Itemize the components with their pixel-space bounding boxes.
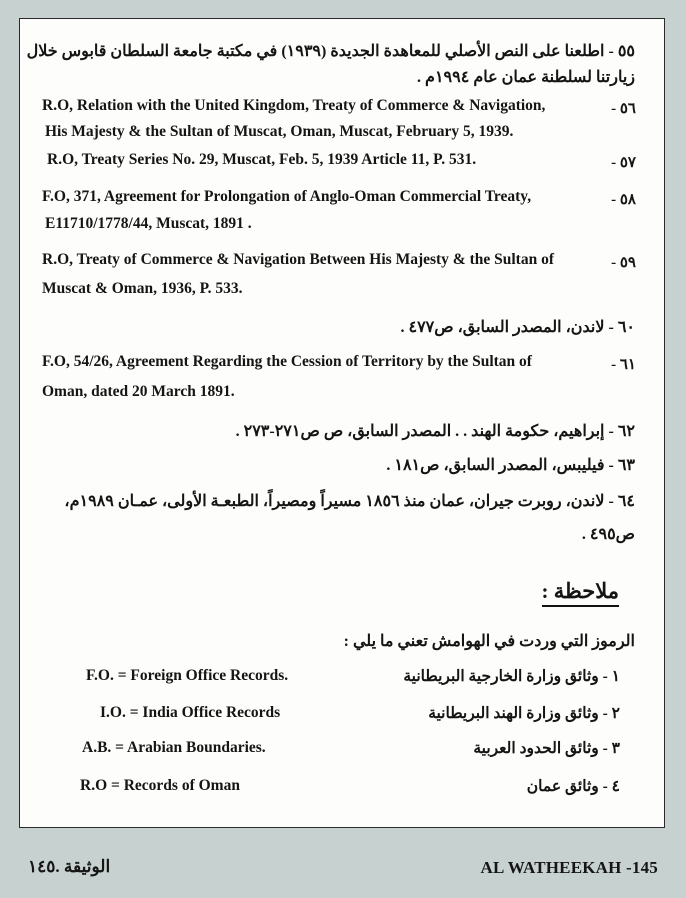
note-55-line1: ٥٥ - اطلعنا على النص الأصلي للمعاهدة الجديدة (١٩٣٩) في مكتبة جامعة السلطان قابوس خلال	[26, 43, 635, 60]
note-57-line1: R.O, Treaty Series No. 29, Muscat, Feb. 5, 1939 Article 11, P. 531.	[47, 151, 477, 168]
remark-intro: الرموز التي وردت في الهوامش تعني ما يلي :	[343, 633, 635, 650]
note-59-number: ٥٩ -	[611, 255, 636, 271]
legend-item-2-en: I.O. = India Office Records	[100, 704, 281, 721]
legend-item-2-ar: ٢ - وثائق وزارة الهند البريطانية	[428, 705, 620, 722]
note-56-line1: R.O, Relation with the United Kingdom, Treaty of Commerce & Navigation,	[42, 97, 546, 114]
legend-item-4-en: R.O = Records of Oman	[80, 777, 240, 794]
legend-item-3-en: A.B. = Arabian Boundaries.	[82, 739, 266, 756]
document-page	[19, 18, 665, 828]
legend-item-1-ar: ١ - وثائق وزارة الخارجية البريطانية	[403, 668, 620, 685]
note-58-line2: E11710/1778/44, Muscat, 1891 .	[45, 215, 252, 232]
note-59-line1: R.O, Treaty of Commerce & Navigation Between His Majesty & the Sultan of	[42, 251, 554, 268]
footer-arabic-title: الوثيقة .١٤٥	[28, 857, 111, 876]
remark-heading: ملاحظة :	[542, 579, 620, 607]
legend-item-4-ar: ٤ - وثائق عمان	[526, 778, 620, 795]
note-56-number: ٥٦ -	[611, 101, 636, 117]
legend-item-1-en: F.O. = Foreign Office Records.	[86, 667, 289, 684]
note-55-line2: زيارتنا لسلطنة عمان عام ١٩٩٤م .	[417, 69, 635, 86]
legend-item-3-ar: ٣ - وثائق الحدود العربية	[473, 740, 620, 757]
note-64-line2: ص٤٩٥ .	[581, 526, 635, 543]
note-63-line1: ٦٣ - فيليبس، المصدر السابق، ص١٨١ .	[386, 457, 635, 474]
note-61-line2: Oman, dated 20 March 1891.	[42, 383, 235, 400]
note-58-line1: F.O, 371, Agreement for Prolongation of Anglo-Oman Commercial Treaty,	[42, 188, 532, 205]
note-61-line1: F.O, 54/26, Agreement Regarding the Cession of Territory by the Sultan of	[42, 353, 532, 370]
note-64-line1: ٦٤ - لاندن، روبرت جيران، عمان منذ ١٨٥٦ مسيراً ومصيراً، الطبعـة الأولى، عمـان ١٩٨٩م،	[64, 493, 635, 510]
footer-english-title: AL WATHEEKAH -145	[480, 858, 658, 877]
note-56-line2: His Majesty & the Sultan of Muscat, Oman, Muscat, February 5, 1939.	[45, 123, 514, 140]
note-58-number: ٥٨ -	[611, 192, 636, 208]
note-61-number: ٦١ -	[611, 357, 636, 373]
note-59-line2: Muscat & Oman, 1936, P. 533.	[42, 280, 243, 297]
note-57-number: ٥٧ -	[611, 155, 636, 171]
note-60-line1: ٦٠ - لاندن، المصدر السابق، ص٤٧٧ .	[400, 319, 635, 336]
note-62-line1: ٦٢ - إبراهيم، حكومة الهند . . المصدر السابق، ص ص٢٧١-٢٧٣ .	[235, 423, 635, 440]
